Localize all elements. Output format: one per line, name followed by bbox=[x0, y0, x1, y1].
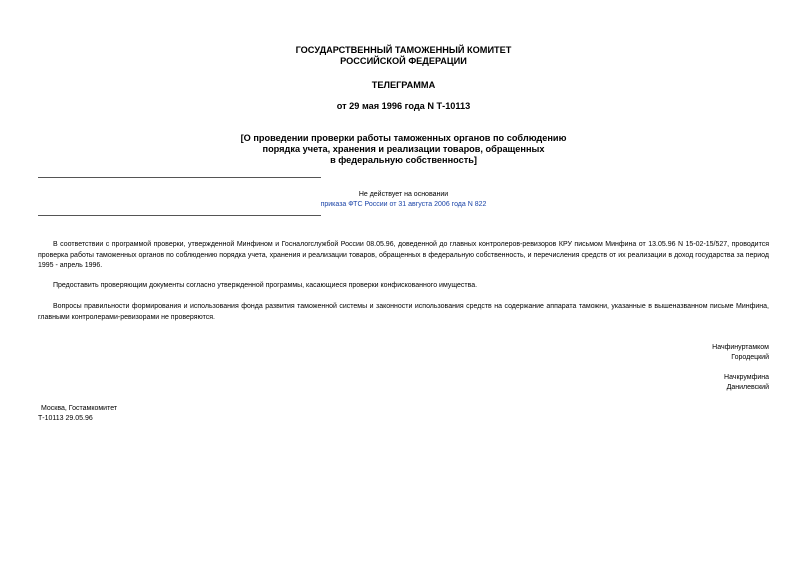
body-paragraph-3: Вопросы правильности формирования и использования фонда развития таможенной системы и законности использования средств на содержание аппарата таможни, указанные в вышеназванном письме Минфина, главными контролерами-ревизорами не проверяются. bbox=[38, 303, 769, 321]
body-paragraph-2: Предоставить проверяющим документы согласно утвержденной программы, касающиеся проверки конфискованного имущества. bbox=[53, 282, 478, 289]
body-paragraph-1: В соответствии с программой проверки, утвержденной Минфином и Госналогслужбой России 08.05.96, доведенной до главных контролеров-ревизоров КРУ письмом Минфина от 13.05.96 N 15-02-15/527, проводится проверка работы таможенных органов по соблюдению порядка учета, хранения и реализации товаров, обращенных в федеральную собственность, и перечисления средств от их реализации в доход государства за период 1995 - апрель 1996. bbox=[38, 241, 769, 269]
subject-line-3: в федеральную собственность] bbox=[330, 155, 477, 165]
status-notice: Не действует на основании bbox=[358, 191, 449, 198]
document-date-number: от 29 мая 1996 года N Т-10113 bbox=[336, 101, 471, 111]
signature-name-2: Данилевский bbox=[726, 384, 769, 391]
footer-reference: Т-10113 29.05.96 bbox=[38, 415, 93, 422]
org-name-line1: ГОСУДАРСТВЕННЫЙ ТАМОЖЕННЫЙ КОМИТЕТ bbox=[295, 45, 512, 55]
subject-line-2: порядка учета, хранения и реализации товаров, обращенных bbox=[262, 144, 545, 154]
document-subject bbox=[0, 133, 807, 166]
signature-title-2: Начкрумфина bbox=[724, 374, 769, 381]
document-type: ТЕЛЕГРАММА bbox=[371, 80, 436, 90]
org-name-line2: РОССИЙСКОЙ ФЕДЕРАЦИИ bbox=[340, 56, 467, 66]
subject-line-1: [О проведении проверки работы таможенных органов по соблюдению bbox=[240, 133, 567, 143]
status-link[interactable]: приказа ФТС России от 31 августа 2006 года N 822 bbox=[320, 201, 487, 208]
signature-name-1: Городецкий bbox=[731, 354, 769, 361]
footer-place: Москва, Гостамкомитет bbox=[41, 405, 118, 412]
divider-top bbox=[38, 177, 321, 178]
signature-title-1: Начфинуртамком bbox=[712, 344, 769, 351]
divider-bottom bbox=[38, 215, 321, 216]
